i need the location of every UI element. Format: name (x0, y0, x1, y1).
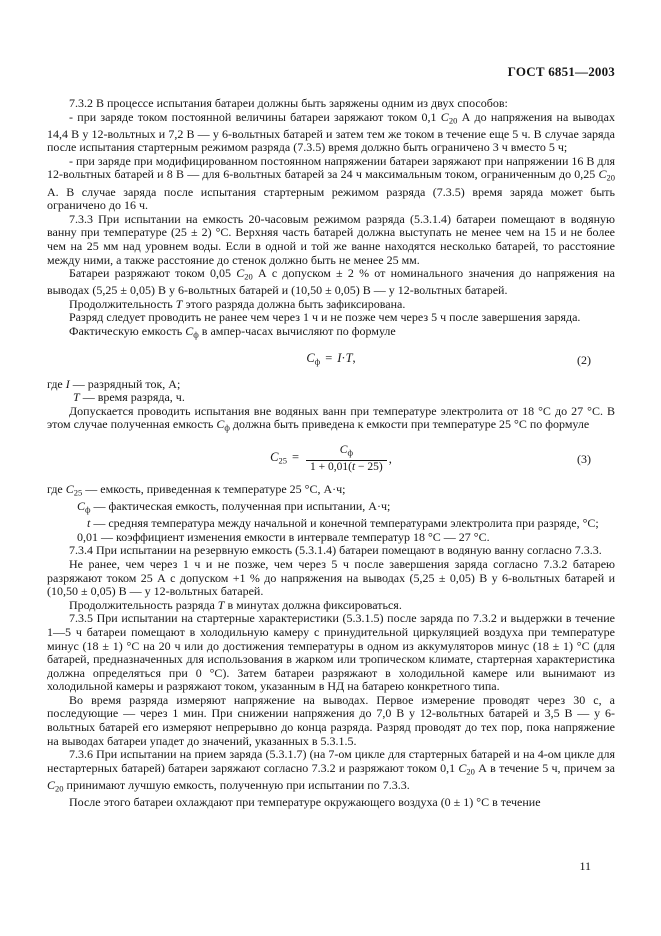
text-run: 7.3.4 При испытании на резервную емкость (5.3.1.4) батареи помещают в водяную ванну согласно 7.3.3. (69, 543, 602, 558)
text-run: Во время разряда измеряют напряжение на выводах. Первое измерение проводят через 30 с, а последующие — через 1 мин. При снижении напряжения до 7,0 В у 12-вольтных батарей и 3,5 В — у 6-вольтных батарей его измеряют непрерывно до конца разряда. Разряд проводят до тех пор, пока напряжение на выводах батареи упадет до значений, указанных в 5.3.1.5. (47, 692, 615, 748)
formula-lhs: С (270, 450, 279, 465)
text-run: где (47, 481, 66, 496)
text-run: А с допуском ± 2 % от номинального значения до напряжения на выводах (5,25 ± 0,05) В у 6-вольтных батарей и (10,50 ± 0,05) В — у 12-вольтных батарей. (47, 266, 616, 298)
formula-lhs-subscript: ф (314, 356, 321, 367)
fraction-denominator (306, 460, 387, 474)
text-run: — время разряда, ч. (79, 390, 185, 405)
paragraph (47, 694, 615, 748)
denominator-open: 1 + 0,01( (310, 460, 352, 473)
subscript-text: ф (193, 329, 199, 340)
text-run: этого разряда должна быть зафиксирована. (182, 296, 406, 311)
denominator-variable: t (351, 460, 356, 473)
text-run: — фактическая емкость, полученная при испытании, А·ч; (90, 499, 391, 514)
subscript-text: 20 (55, 783, 64, 794)
formula-2-expression (306, 351, 355, 369)
text-run: После этого батареи охлаждают при температуре окружающего воздуха (0 ± 1) °С в течение (69, 795, 541, 810)
formula-factor-1: I (337, 351, 342, 366)
paragraph (47, 599, 615, 613)
text-run: — емкость, приведенная к температуре 25 °С, А·ч; (82, 481, 346, 496)
paragraph (47, 155, 615, 213)
italic-variable: С (236, 266, 245, 281)
text-run: 0,01 — коэффициент изменения емкости в интервале температур 18 °С — 27 °С. (77, 529, 490, 544)
text-run: Продолжительность (69, 296, 176, 311)
text-run: — разрядный ток, А; (69, 376, 181, 391)
paragraph (47, 298, 615, 312)
paragraph (47, 483, 615, 500)
formula-comma: , (388, 452, 392, 467)
body-part-2 (47, 378, 615, 436)
text-run: А. В случае заряда после испытания стартерным режимом разряда (7.3.5) время заряда может быть ограничено до 16 ч. (47, 184, 615, 213)
text-run: 7.3.2 В процессе испытания батареи должны быть заряжены одним из двух способов: (69, 96, 508, 110)
equals-sign: = (291, 450, 300, 465)
subscript-text: 20 (244, 271, 253, 282)
paragraph (47, 748, 615, 796)
numerator-subscript: ф (347, 447, 353, 458)
equals-sign: = (325, 351, 333, 366)
paragraph (47, 267, 615, 298)
text-run: 7.3.6 При испытании на прием заряда (5.3.1.7) (на 7-ом цикле для стартерных батарей и на 4-ом цикле для нестартерных батарей) батареи заряжают согласно 7.3.2 и разряжают током 0,1 (47, 747, 615, 775)
multiplication-dot: · (341, 351, 346, 366)
italic-variable: С (598, 167, 607, 182)
paragraph (47, 213, 615, 267)
italic-variable: С (65, 481, 74, 496)
italic-variable: С (458, 760, 467, 775)
body-part-3 (47, 483, 615, 810)
italic-variable: С (440, 109, 449, 124)
formula-factor-2: Т (345, 351, 353, 366)
fraction (306, 444, 387, 474)
text-run: — средняя температура между начальной и конечной температурами электролита при разряде, °С; (90, 516, 599, 531)
italic-variable: t (87, 516, 91, 531)
page-number: 11 (579, 859, 591, 873)
text-run: Допускается проводить испытания вне водяных ванн при температуре электролита от 18 °С до 27 °С. В этом случае полученная емкость (47, 403, 615, 432)
document-content (47, 64, 615, 810)
formula-2-number: (2) (577, 352, 591, 367)
numerator-base: С (339, 444, 348, 457)
text-run: Не ранее, чем через 1 ч и не позже, чем через 5 ч после завершения заряда согласно 7.3.2 батарею разряжают током 25 А с допуском +1 % до напряжения на выводах (5,25 ± 0,05) В у 6-вольтных батарей и (10,50 ± 0,05) В — у 12-вольтных батарей. (47, 556, 615, 599)
text-run: Фактическую емкость (69, 324, 186, 338)
text-run: Продолжительность разряда (69, 597, 218, 612)
subscript-text: 20 (466, 766, 475, 777)
text-run: где (47, 376, 66, 391)
text-run: принимают лучшую емкость, полученную при испытании по 7.3.3. (63, 777, 410, 792)
paragraph (47, 97, 615, 111)
paragraph (47, 378, 615, 392)
formula-comma: , (352, 351, 356, 366)
gost-standard-number: ГОСТ 6851—2003 (507, 64, 615, 79)
paragraph (47, 111, 615, 155)
body-part-1 (47, 97, 615, 342)
paragraph (47, 500, 615, 517)
text-run: - при заряде при модифицированном постоянном напряжении батареи заряжают при напряжении 16 В для 12-вольтных батарей и 8 В — для 6-вольтных батарей за 24 ч максимальным током, ограниченным до 0,25 (47, 153, 616, 182)
paragraph (47, 612, 615, 694)
formula-lhs-subscript: 25 (278, 455, 287, 466)
text-run: 7.3.3 При испытании на емкость 20-часовым режимом разряда (5.3.1.4) батареи помещают в водяную ванну при температуре (25 ± 2) °С. Верхняя часть батарей должна выступать не менее чем на 15 и не более чем на 25 мм над уровнем воды. Если в одной и той же ванне находятся несколько батарей, то расстояние между ними, а также расстояние до стенок должно быть не менее 25 мм. (47, 211, 615, 267)
text-run: в ампер-часах вычисляют по формуле (198, 324, 396, 338)
subscript-text: 20 (448, 115, 458, 126)
formula-3-expression (270, 450, 304, 468)
paragraph (47, 391, 615, 405)
paragraph (47, 796, 615, 810)
italic-variable: С (77, 499, 86, 514)
formula-3-number: (3) (577, 452, 591, 467)
paragraph (47, 558, 615, 599)
denominator-close: − 25) (355, 460, 383, 473)
text-run: Разряд следует проводить не ранее чем через 1 ч и не позже чем через 5 ч после завершения заряда. (69, 310, 581, 325)
italic-variable: I (65, 376, 70, 391)
subscript-text: 25 (73, 487, 83, 498)
italic-variable: С (185, 324, 194, 338)
subscript-text: 20 (606, 172, 615, 183)
text-run: А до напряжения на выводах 14,4 В у 12-вольтных и 7,2 В — у 6-вольтных батарей и затем тем же током в течение еще 5 ч. В случае заряда после испытания стартерным режимом разряда (7.3.5) время должно быть ограничено 3 ч вместо 5 ч; (47, 109, 615, 155)
italic-variable: Т (73, 390, 80, 405)
paragraph (47, 405, 615, 436)
text-run: в минутах должна фиксироваться. (224, 597, 402, 612)
paragraph (47, 544, 615, 558)
paragraph (47, 311, 615, 325)
formula-3 (47, 444, 615, 474)
italic-variable: С (47, 777, 56, 792)
italic-variable: С (216, 417, 225, 432)
italic-variable: Т (217, 597, 225, 612)
italic-variable: Т (175, 296, 183, 311)
paragraph (47, 517, 615, 531)
text-run: должна быть приведена к емкости при температуре 25 °С по формуле (229, 417, 590, 432)
formula-lhs: С (306, 351, 315, 366)
text-run: - при заряде током постоянной величины батареи заряжают током 0,1 (69, 109, 441, 124)
formula-2 (47, 351, 615, 369)
paragraph (47, 325, 615, 342)
text-run: 7.3.5 При испытании на стартерные характеристики (5.3.1.5) после заряда по 7.3.2 и выдержки в течение 1—5 ч батареи помещают в холодильную камеру с принудительной циркуляцией воздуха при температуре минус (18 ± 1) °С на 20 ч или до достижения температуры в одном из аккумуляторов минус (18 ± 1) °С (для батарей, предназначенных для использования в жарком или тропическом климате, стартерная характеристика должна определяться при 0 °С). Затем батареи разряжают в холодильной камере или вынимают из холодильной камеры и разряжают током, указанным в НД на батарею конкретного типа. (47, 611, 615, 694)
paragraph (47, 531, 615, 545)
subscript-text: ф (224, 422, 230, 433)
subscript-text: ф (85, 504, 91, 515)
text-run: А в течение 5 ч, причем за (474, 760, 615, 775)
text-run: Батареи разряжают током 0,05 (69, 266, 237, 281)
fraction-numerator (336, 444, 357, 456)
